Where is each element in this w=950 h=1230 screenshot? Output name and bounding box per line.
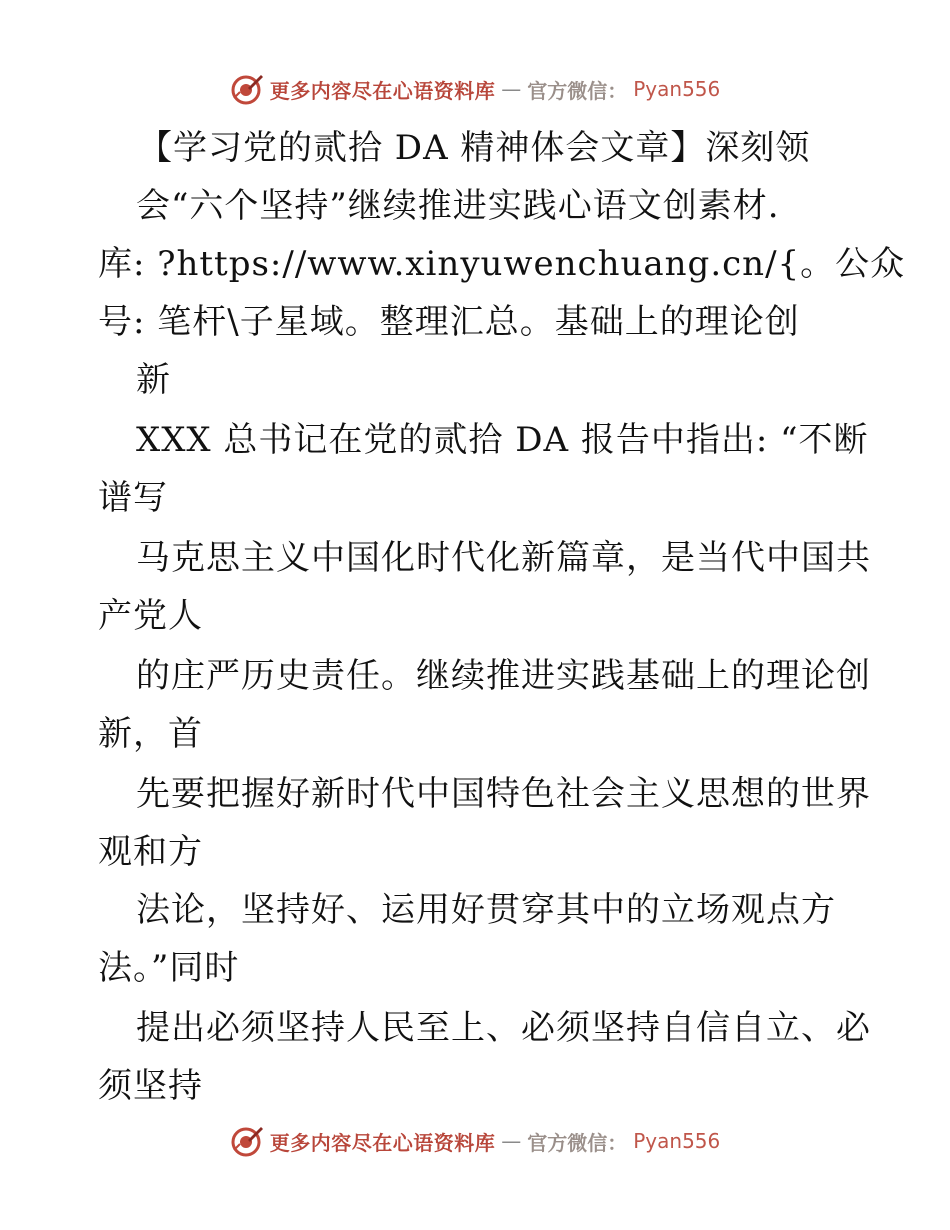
text-line: 【学习党的贰拾 DA 精神体会文章】深刻领 (138, 128, 811, 168)
text-line: 谱写 (98, 478, 168, 518)
banner-main-text: 更多内容尽在心语资料库 (269, 1130, 496, 1155)
banner-wechat-label: 官方微信： (527, 78, 628, 103)
text-line: 提出必须坚持人民至上、必须坚持自信自立、必 (136, 1008, 871, 1048)
text-line: 法。”同时 (98, 948, 240, 988)
header-watermark-banner (0, 72, 950, 106)
text-line: 新，首 (98, 714, 203, 754)
text-line: 须坚持 (98, 1066, 203, 1106)
banner-main-text: 更多内容尽在心语资料库 (269, 78, 496, 103)
text-line: 库: ?https://www.xinyuwenchuang.cn/{。公众 (98, 244, 906, 284)
text-line: 法论，坚持好、运用好贯穿其中的立场观点方 (136, 890, 836, 930)
banner-dash: — (501, 1129, 522, 1153)
text-line: 先要把握好新时代中国特色社会主义思想的世界 (136, 774, 871, 814)
footer-watermark-banner (0, 1124, 950, 1158)
banner-wechat-id: Pyan556 (633, 1129, 721, 1153)
text-line: 的庄严历史责任。继续推进实践基础上的理论创 (136, 656, 871, 696)
text-line: 观和方 (98, 832, 203, 872)
text-line: 产党人 (98, 596, 203, 636)
text-line: 新 (136, 360, 171, 400)
text-line: 马克思主义中国化时代化新篇章，是当代中国共 (136, 538, 871, 578)
banner-wechat-label: 官方微信： (527, 1130, 628, 1155)
banner-wechat-id: Pyan556 (633, 77, 721, 101)
pen-logo-icon (230, 72, 264, 106)
text-line: 会“六个坚持”继续推进实践心语文创素材. (136, 186, 780, 226)
banner-dash: — (501, 77, 522, 101)
text-line: XXX 总书记在党的贰拾 DA 报告中指出: “不断 (136, 420, 869, 460)
text-line: 号: 笔杆\子星域。整理汇总。基础上的理论创 (98, 302, 800, 342)
pen-logo-icon (230, 1124, 264, 1158)
